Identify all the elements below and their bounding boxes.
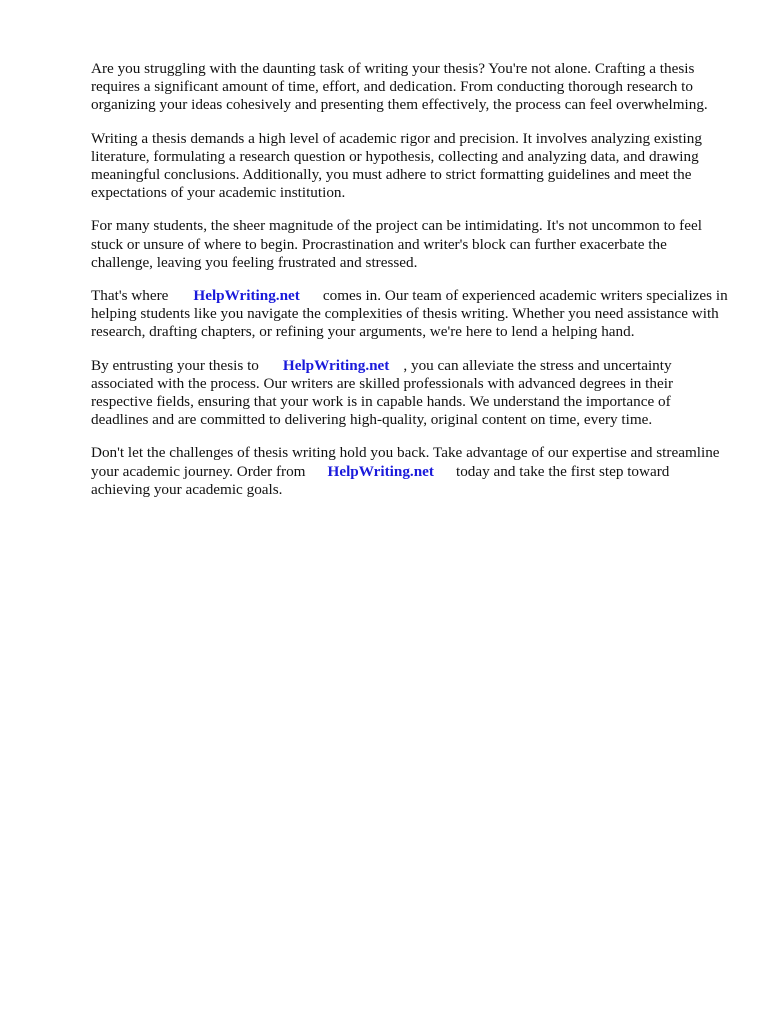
- paragraph-call-to-action: [91, 444, 731, 499]
- paragraph-text: For many students, the sheer magnitude of the project can be intimidating. It's not uncommon to feel stuck or unsure of where to begin. Procrastination and writer's block can further exacerbate the challenge, leaving you feeling frustrated and stressed.: [91, 217, 702, 271]
- paragraph-text-before-link: Don't let the challenges of thesis writing hold you back. Take advantage of our expertise and streamline your academic journey. Order from: [91, 444, 720, 480]
- helpwriting-link[interactable]: HelpWriting.net: [193, 287, 300, 305]
- paragraph-text-after-link: , you can alleviate the stress and uncertainty associated with the process. Our writers are skilled professionals with advanced degrees in their respective fields, ensuring that your work is in capable hands. We understand the importance of deadlines and are committed to delivering high-quality, original content on time, every time.: [91, 356, 674, 429]
- helpwriting-link[interactable]: HelpWriting.net: [327, 462, 434, 480]
- paragraph-challenges: [91, 217, 731, 272]
- paragraph-text: Are you struggling with the daunting task of writing your thesis? You're not alone. Crafting a thesis requires a significant amount of time, effort, and dedication. From conducting thorough research to organizing your ideas cohesively and presenting them effectively, the process can feel overwhelming.: [91, 60, 708, 114]
- helpwriting-link[interactable]: HelpWriting.net: [282, 356, 390, 374]
- paragraph-entrusting: [91, 357, 731, 430]
- paragraph-requirements: [91, 130, 731, 203]
- paragraph-text: Writing a thesis demands a high level of academic rigor and precision. It involves analyzing existing literature, formulating a research question or hypothesis, collecting and analyzing data, and drawing meaningful conclusions. Additionally, you must adhere to strict formatting guidelines and meet the expectations of your academic institution.: [91, 129, 702, 202]
- paragraph-text-before-link: That's where: [91, 287, 169, 305]
- document-body: [91, 60, 731, 514]
- paragraph-text-after-link: comes in. Our team of experienced academic writers specializes in helping students like you navigate the complexities of thesis writing. Whether you need assistance with research, drafting chapters, or refining your arguments, we're here to lend a helping hand.: [91, 287, 728, 341]
- paragraph-intro: [91, 60, 731, 115]
- paragraph-text-before-link: By entrusting your thesis to: [91, 356, 259, 374]
- paragraph-text-after-link: today and take the first step toward achieving your academic goals.: [91, 462, 670, 498]
- paragraph-service-intro: [91, 287, 731, 342]
